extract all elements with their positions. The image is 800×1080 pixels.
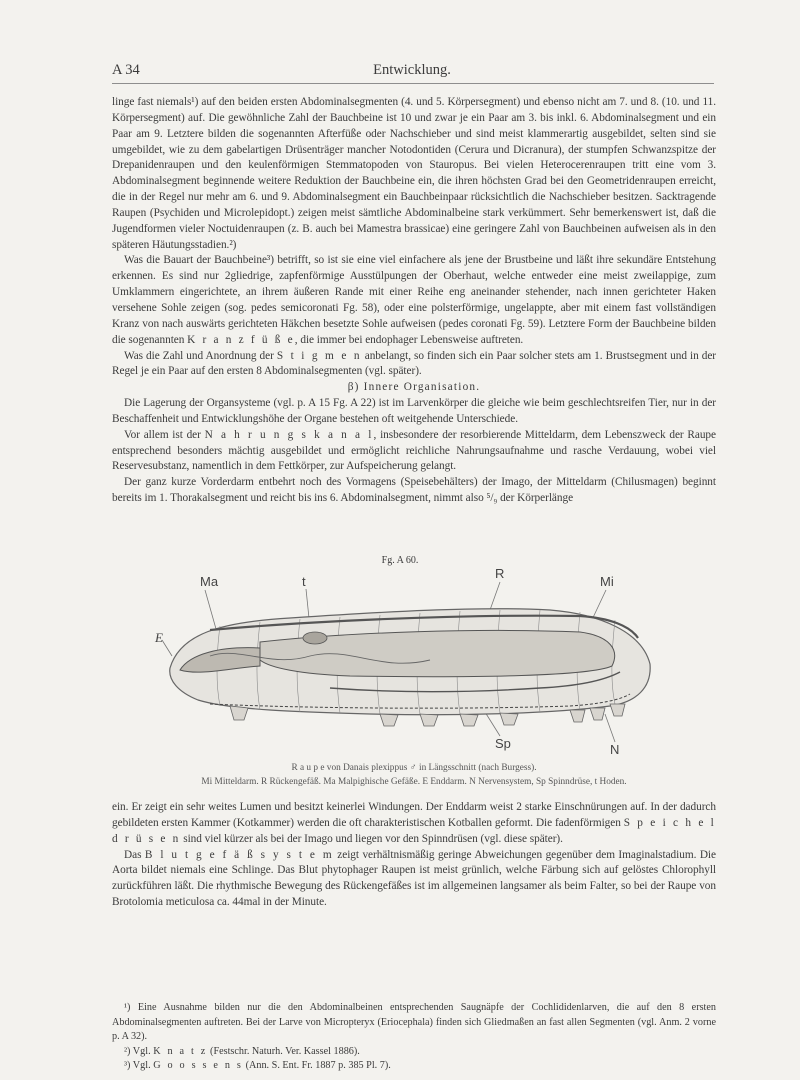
section-heading: β) Innere Organisation. — [347, 381, 481, 394]
term-speicheldruesen: S p e i c h e l d r ü s e n — [112, 816, 716, 845]
paragraph-6: Der ganz kurze Vorderdarm entbehrt noch des Vormagens (Speisebehälters) der Imago, der Mitteldarm (Chilusmagen) beginnt bereits im 1. Thorakalsegment und reicht bis ins 6. Abdominalsegment, nimmt also ⁵/₉ der Körperlänge — [112, 476, 716, 505]
paragraph-7: ein. Er zeigt ein sehr weites Lumen und besitzt keinerlei Windungen. Der Enddarm weist 2 starke Einschnürungen auf. In der dadurch gebildeten ersten Kammer (Kotkammer) werden die oft charakteristischen Kotballen geformt. Die fadenförmigen S p e i c h e l d r ü s e n sind viel kürzer als bei der Imago und liegen vor den Spinndrüsen (vgl. diese später). — [112, 801, 716, 845]
paragraph-3: Was die Zahl und Anordnung der S t i g m e n anbelangt, so finden sich ein Paar solcher stets am 1. Brustsegment und in der Regel je ein Paar auf den ersten 8 Abdominalsegmenten (vgl. später). — [112, 349, 716, 378]
fig-label-ma: Ma — [200, 574, 219, 589]
fig-label-e: E — [155, 630, 163, 645]
footnote-2: ²) Vgl. K n a t z (Festschr. Naturh. Ver. Kassel 1886). — [124, 1045, 360, 1057]
caption-line-1: R a u p e von Danais plexippus ♂ in Längsschnitt (nach Burgess). — [291, 763, 537, 773]
running-title: Entwicklung. — [373, 62, 451, 78]
fig-label-mi: Mi — [600, 574, 614, 589]
term-stigmen: S t i g m e n — [276, 349, 362, 362]
term-kranzfuesse: K r a n z f ü ß e — [187, 333, 295, 346]
paragraph-1: linge fast niemals¹) auf den beiden ersten Abdominalsegmenten (4. und 5. Körpersegment) und ebenso nicht am 7. und 8. (10. und 11. Körpersegment) auf. Die gewöhnliche Zahl der Bauchbeine ist 10 und zwar je ein Paar am 3. bis inkl. 6. Abdominalsegment und ein Paar am 9. Letztere bilden die sogenannten Afterfüße oder Nachschieber und sind meist klammerartig ausgebildet, selten sind sie umgebildet, wie zu dem gabelartigen Drüsenträger mancher Notodontiden (Cerura und Dicranura), der stumpfen Schwanzspitze der Drepanidenraupen und den keulenförmigen Stemmatopoden von Stauropus. Bei vielen Heterocerenraupen tritt eine vom 3. Abdominalsegment beginnende weitere Reduktion der Bauchbeine ein, die ihren höchsten Grad bei den Geometridenraupen erreicht, die in der Regel nur mehr am 6. und 9. Abdominalsegment ein Bauchbeinpaar rücksichtlich die Nachschieber besitzen. Sacktragende Raupen (Psychiden und Microlepidopt.) zeigen meist sämtliche Abdominalbeine stark verkümmert. Sehr bemerkenswert ist, daß die Jugendformen vieler Noctuidenraupen (z. B. auch bei Mamestra brassicae) eine geringere Zahl von Bauchbeinen aufweisen als in den späteren Häutungsstadien.²) — [112, 96, 716, 251]
paragraph-8: Das B l u t g e f ä ß s y s t e m zeigt verhältnismäßig geringe Abweichungen gegenüber dem Imaginalstadium. Die Aorta bildet niemals eine Schlinge. Das Blut phytophager Raupen ist meist grünlich, welche Färbung sich auf gelöstes Chlorophyll zurückführen läßt. Die rhythmische Bewegung des Rückengefäßes ist im allgemeinen langsamer als beim Falter, so bei der Raupe von Brotolomia meticulosa ca. 44mal in der Minute. — [112, 848, 716, 909]
paragraph-4: Die Lagerung der Organsysteme (vgl. p. A 15 Fg. A 22) ist im Larvenkörper die gleiche wie beim geschlechtsreifen Tier, nur in der Beschaffenheit und Entwicklungshöhe der Organe bestehen oft weitgehende Unterschiede. — [112, 397, 716, 425]
author-goossens: G o o s s e n s — [153, 1060, 244, 1071]
figure-caption — [112, 762, 716, 789]
fig-label-sp: Sp — [495, 736, 511, 751]
page-number: A 34 — [112, 62, 140, 78]
author-knatz: K n a t z — [153, 1045, 208, 1057]
caterpillar-figure — [150, 566, 660, 757]
text-block-top — [112, 95, 716, 507]
fig-label-t: t — [302, 574, 306, 589]
footnote-3: ³) Vgl. G o o s s e n s (Ann. S. Ent. Fr. 1887 p. 385 Pl. 7). — [124, 1060, 391, 1071]
term-blutgefaess: B l u t g e f ä ß s y s t e m — [144, 848, 334, 861]
header-rule — [112, 83, 714, 84]
paragraph-5: Vor allem ist der N a h r u n g s k a n a l, insbesondere der resorbierende Mitteldarm, dem Lebenszweck der Raupe entsprechend besonders mächtig ausgebildet und ermöglicht reichliche Nahrungsaufnahme und rasche Verdauung, wobei viel Reservesubstanz, namentlich in dem Fettkörper, zur Aufspeicherung gelangt. — [112, 428, 716, 473]
figure-number: Fg. A 60. — [381, 555, 419, 566]
term-nahrungskanal: N a h r u n g s k a n a l — [204, 428, 374, 441]
text-block-bottom — [112, 800, 716, 911]
fig-label-r: R — [495, 566, 505, 581]
caption-line-2: Mi Mitteldarm. R Rückengefäß. Ma Malpighische Gefäße. E Enddarm. N Nervensystem, Sp Spinndrüse, t Hoden. — [201, 776, 627, 787]
testis — [303, 632, 327, 644]
paragraph-2: Was die Bauart der Bauchbeine³) betrifft, so ist sie eine viel einfachere als jene der Brustbeine und läßt ihre sekundäre Entstehung erkennen. Es sind nur 2gliedrige, zapfenförmige Ausstülpungen der Oberhaut, welche entweder eine meist zweilappige, zum Umklammern eingerichtete, an ihrem äußeren Rande mit einer Reihe eng aneinander stehender, nach innen gerichteter Haken versehene Sohle zeigen (sog. pedes semicoronati Fg. 58), oder eine polsterförmige, ungelappte, aber mit einem fast vollständigen Kranz von nach auswärts gerichteten Häkchen besetzte Sohle aufweisen (pedes coronati Fg. 59). Letztere Form der Bauchbeine bilden die sogenannten K r a n z f ü ß e, die immer bei endophager Lebensweise auftreten. — [112, 254, 716, 346]
footnote-1: ¹) Eine Ausnahme bilden nur die den Abdominalbeinen entsprechenden Saugnäpfe der Cochlididenlarven, die auf den 8 ersten Abdominalsegmenten auftreten. Bei der Larve von Micropteryx (Eriocephala) finden sich Gliedmaßen an fast allen Segmenten (vgl. Anm. 2 vorne p. A 32). — [112, 1002, 716, 1042]
footnotes — [112, 1001, 716, 1074]
page-header — [112, 62, 712, 82]
fig-label-n: N — [610, 742, 620, 757]
